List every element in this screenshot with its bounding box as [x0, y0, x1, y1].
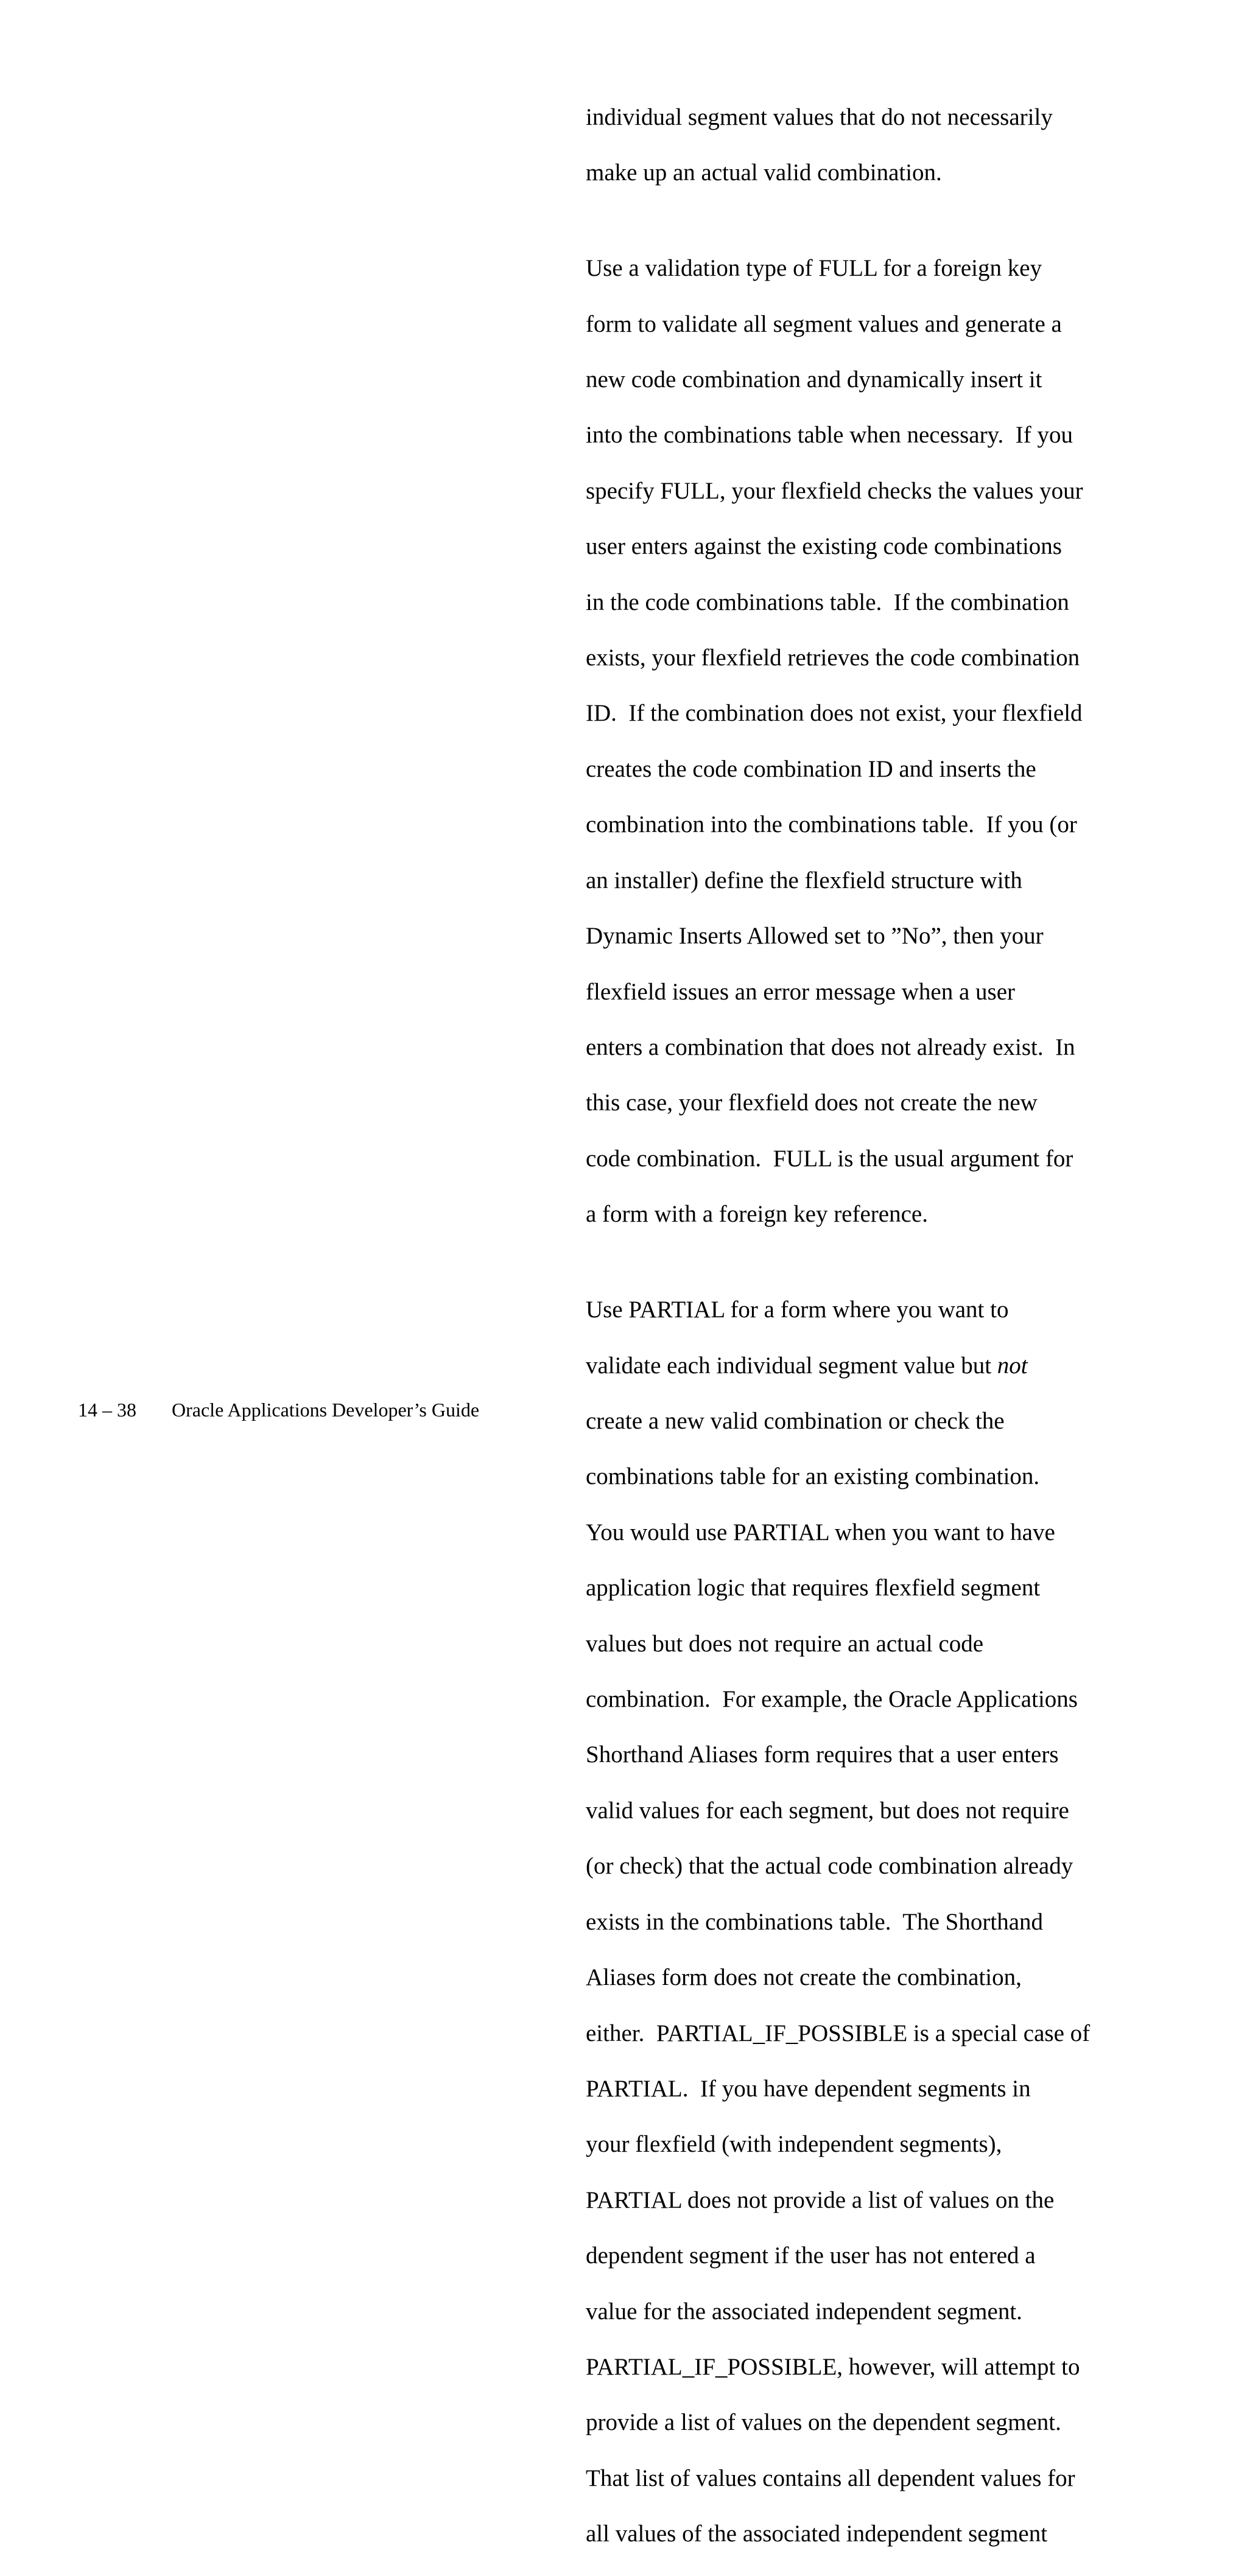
body-text-column — [586, 75, 1122, 2576]
paragraph-segment-values — [586, 75, 1122, 215]
text-line: your flexfield (with independent segments), — [586, 2131, 1002, 2158]
text-line: Use PARTIAL for a form where you want to — [586, 1297, 1009, 1323]
text-line: code combination. FULL is the usual argument for — [586, 1145, 1073, 1172]
text-line: exists, your flexfield retrieves the code combination — [586, 645, 1080, 671]
text-line: value for the associated independent segment. — [586, 2298, 1022, 2325]
text-line: Shorthand Aliases form requires that a user enters — [586, 1741, 1059, 1768]
text-line: all values of the associated independent segment — [586, 2521, 1048, 2547]
text-line: You would use PARTIAL when you want to have — [586, 1519, 1055, 1545]
text-line: combination into the combinations table. If you (or — [586, 811, 1077, 838]
text-line: ID. If the combination does not exist, your flexfield — [586, 700, 1083, 727]
text-line: exists in the combinations table. The Shorthand — [586, 1908, 1043, 1935]
text-line: valid values for each segment, but does not require — [586, 1797, 1069, 1824]
book-title: Oracle Applications Developer’s Guide — [172, 1399, 480, 1421]
text-line: PARTIAL. If you have dependent segments in — [586, 2075, 1031, 2102]
text-line: provide a list of values on the dependent segment. — [586, 2409, 1061, 2436]
text-line: make up an actual valid combination. — [586, 159, 942, 186]
text-line: Use a validation type of FULL for a foreign key — [586, 255, 1042, 282]
page-footer — [78, 1398, 479, 1422]
text-line: combination. For example, the Oracle Applications — [586, 1686, 1078, 1713]
text-line: a form with a foreign key reference. — [586, 1201, 928, 1228]
text-line: form to validate all segment values and generate a — [586, 310, 1062, 337]
text-line: dependent segment if the user has not entered a — [586, 2242, 1036, 2269]
text-line: (or check) that the actual code combination already — [586, 1853, 1073, 1880]
paragraph-partial-validation — [586, 1269, 1122, 2576]
text-line: combinations table for an existing combination. — [586, 1463, 1040, 1490]
text-line: into the combinations table when necessary. If you — [586, 422, 1073, 449]
text-line: this case, your flexfield does not create the new — [586, 1090, 1038, 1116]
text-line: application logic that requires flexfield segment — [586, 1575, 1041, 1601]
text-line: specify FULL, your flexfield checks the values your — [586, 477, 1083, 504]
text-line: an installer) define the flexfield structure with — [586, 867, 1022, 894]
text-line: That list of values contains all dependent values for — [586, 2465, 1075, 2491]
page-number: 14 – 38 — [78, 1399, 136, 1421]
text-run: validate each individual segment value but — [586, 1352, 997, 1379]
paragraph-full-validation — [586, 227, 1122, 1256]
text-line: values but does not require an actual code — [586, 1630, 984, 1657]
text-line: enters a combination that does not already exist. In — [586, 1034, 1075, 1060]
emphasis-not: not — [997, 1352, 1028, 1379]
text-line: user enters against the existing code combinations — [586, 533, 1062, 560]
text-line: flexfield issues an error message when a user — [586, 978, 1015, 1005]
text-line-with-emphasis — [586, 1352, 1122, 1380]
text-line: either. PARTIAL_IF_POSSIBLE is a special case of — [586, 2020, 1091, 2046]
text-line: in the code combinations table. If the combination — [586, 589, 1069, 615]
text-line: PARTIAL_IF_POSSIBLE, however, will attempt to — [586, 2353, 1080, 2380]
text-line: creates the code combination ID and inserts the — [586, 755, 1036, 782]
text-line: Dynamic Inserts Allowed set to ”No”, then your — [586, 923, 1044, 950]
text-line: create a new valid combination or check the — [586, 1408, 1005, 1435]
text-line: new code combination and dynamically insert it — [586, 366, 1042, 393]
text-line: Aliases form does not create the combination, — [586, 1964, 1022, 1991]
text-line: PARTIAL does not provide a list of values on the — [586, 2186, 1055, 2213]
text-line: individual segment values that do not necessarily — [586, 103, 1053, 130]
